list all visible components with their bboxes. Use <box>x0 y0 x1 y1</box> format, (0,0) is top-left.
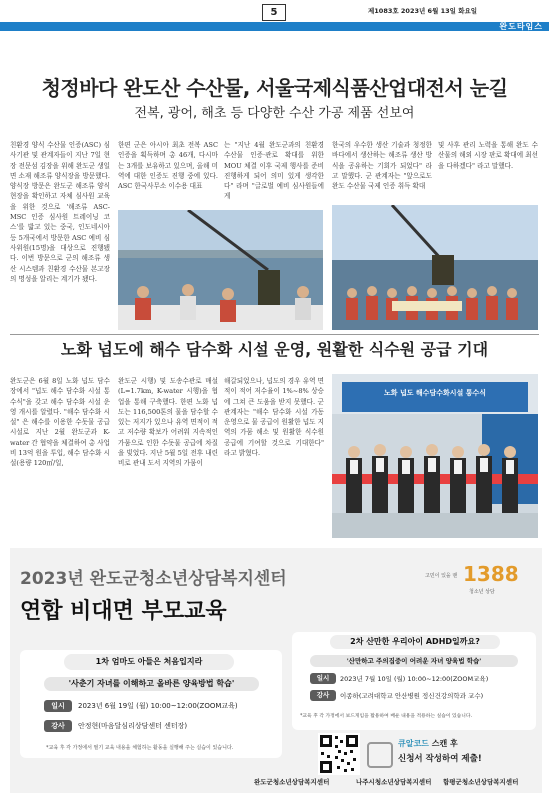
issue-info: 제1083호 2023년 6월 13일 화요일 <box>368 7 478 15</box>
session2-lecturer-tag: 강사 <box>310 690 336 701</box>
article1-photo-group <box>332 205 538 330</box>
session1-lecturer-tag: 강사 <box>44 720 72 732</box>
session2-note: *교육 후 각 가정에서 보드게임을 활용하여 배운 내용을 적용하는 실습이 있습니다. <box>300 714 473 719</box>
session2-topic: '산만하고 주의집중이 어려운 자녀 양육법 학습' <box>310 655 518 667</box>
article1-subtitle: 전복, 광어, 해초 등 다양한 수산 가공 제품 선보여 <box>134 106 415 121</box>
logo-text-top: 고민이 있을 땐 <box>425 573 458 579</box>
qr-line2: 신청서 작성하여 제출! <box>398 754 482 764</box>
logo-text-bottom: 청소년 상담 <box>469 589 495 595</box>
footer-org-3: 함평군청소년상담복지센터 <box>443 778 519 786</box>
session1-heading: 1차 엄마도 아들은 처음입지라 <box>64 654 234 670</box>
session1-date-tag: 일시 <box>44 700 72 712</box>
qr-label: 큐알코드 <box>398 739 429 748</box>
article1-col2: 한편 군은 아시아 최초 전복 ASC 인증을 획득하며 총 46개, 다시마는 3개를 보유하고 있으며, 올해 미역에 대한 인증도 진행 중에 있다. ASC 한국사무소 이수용 대표 <box>118 141 218 191</box>
ad-title-main: 연합 비대면 부모교육 <box>20 599 227 624</box>
article2-col2: 완도군 시행) 및 도송수관로 매설(L=1.7km, K-water 시행)을 협업을 통해 구축했다. 한편 노화 넙도는 116,500톤의 물을 담수할 수 있는 저지가 있으나 유역 면적이 적고 저수량 확보가 어려워 지속적인 가뭄으로 인한 수돗물 공급에 차질을 빚었다. 지난 5월 5일 전후 내린 비로 관내 도서 지역의 가뭄이 <box>118 377 218 468</box>
header-bar <box>0 22 549 31</box>
ceremony-banner: 노화 넙도 해수담수화시설 통수식 <box>384 389 486 397</box>
article1-photo-harvest <box>118 210 323 330</box>
qr-instruction <box>398 738 458 749</box>
article1-col4: 한국의 우수한 생산 기술과 청정한 바다에서 생산하는 해조류 생산 방식을 공유하는 기회가 되었다" 라고 말했다. 군 관계자는 "앞으로도 완도 수산물 국제 인증 취득 확대 <box>332 141 432 191</box>
article2-col1: 완도군은 6월 8일 노화 넙도 담수장에서 "넙도 해수 담수화 시설 통수식"을 갖고 해수 담수화 시설 운영 개시를 알렸다. "해수 담수화 시설" 은 해수를 이용한 수돗물 공급 시설로 지난 2월 완도군과 K-water 간 협약을 체결하여 총 사업비 13억 원을 투입, 해수 담수화 시설(용량 120㎥/일, <box>10 377 110 468</box>
session1-topic: '사춘기 자녀를 이해하고 올바른 양육방법 학습' <box>44 677 259 691</box>
footer-org-1: 완도군청소년상담복지센터 <box>254 778 330 786</box>
article2-col3: 해갈되었으나, 넙도의 경우 유역 면적이 적어 저수율이 1%~8% 상승에 그쳐 큰 도움을 받지 못했다. 군 관계자는 "해수 담수화 시설 가동 운영으로 물 공급이 원활한 넙도 지역의 가뭄 해소 및 원활한 식수원 공급에 기여할 것으로 기대한다" 라고 밝혔다. <box>224 377 324 458</box>
page-number: 5 <box>262 4 286 21</box>
divider <box>10 334 539 335</box>
qr-code[interactable] <box>318 733 360 775</box>
session1-lecturer: 안정현(마음달심리상담센터 센터장) <box>78 722 188 730</box>
article1-col1: 친환경 양식 수산물 인증(ASC) 심사기관 및 관계자들이 지난 7일 현장 전문섬 김장을 위해 완도군 생일면 소재 해조류 양식장을 방문했다. 양식장 방문은 완도군 해조류 양식 현장을 확인하고 자체 심사원 교육을 위한 것으로 '해조류 ASC-MSC 인증 심사원 트레이닝 코스'를 밟고 있는 중국, 인도네시아 등 5개국에서 방문한 ASC 예비 심사위원(15명)을 대상으로 진행됐다. 이번 방문으로 군의 해조류 생산 시스템과 친환경 수산물 본고장의 명성을 알리는 계기가 됐다. <box>10 141 110 283</box>
article2-photo-ceremony <box>332 374 538 538</box>
logo-1388 <box>425 562 535 602</box>
article1-col3: 는 "지난 4월 완도군과의 친환경 수산물 인증·관로 확대를 위한 MOU 체결 이후 국제 행사를 준비 진행하게 되어 의미 있게 생각한다" 라며 "글로벌 예비 심사원들에게 <box>224 141 324 201</box>
brand-name: 완도타임스 <box>499 22 543 31</box>
logo-number: 1388 <box>463 562 519 586</box>
scan-icon <box>367 742 393 768</box>
footer-org-2: 나주시청소년상담복지센터 <box>356 778 432 786</box>
session2-date: 2023년 7월 10일 (월) 10:00~12:00(ZOOM교육) <box>340 675 489 683</box>
article1-col5: 및 사후 관리 노력을 통해 완도 수산물의 해외 시장 판로 확대에 최선을 다하겠다" 라고 말했다. <box>438 141 538 170</box>
session2-date-tag: 일시 <box>310 673 336 684</box>
session1-date: 2023년 6월 19일 (월) 10:00~12:00(ZOOM교육) <box>78 702 238 710</box>
article1-title: 청정바다 완도산 수산물, 서울국제식품산업대전서 눈길 <box>41 76 508 100</box>
session1-note: *교육 후 각 가정에서 필기 교육 내용을 체험하는 활동을 실행해 주는 실습이 있습니다. <box>46 745 234 751</box>
ad-title-center: 2023년 완도군청소년상담복지센터 <box>20 569 287 589</box>
session2-heading: 2차 산만한 우리아이 ADHD일까요? <box>330 635 500 649</box>
session2-lecturer: 이종하(고려대학교 안산병원 정신건강의학과 교수) <box>340 692 484 700</box>
qr-action: 스캔 후 <box>431 739 458 748</box>
article2-title: 노화 넙도에 해수 담수화 시설 운영, 원활한 식수원 공급 기대 <box>60 340 489 359</box>
